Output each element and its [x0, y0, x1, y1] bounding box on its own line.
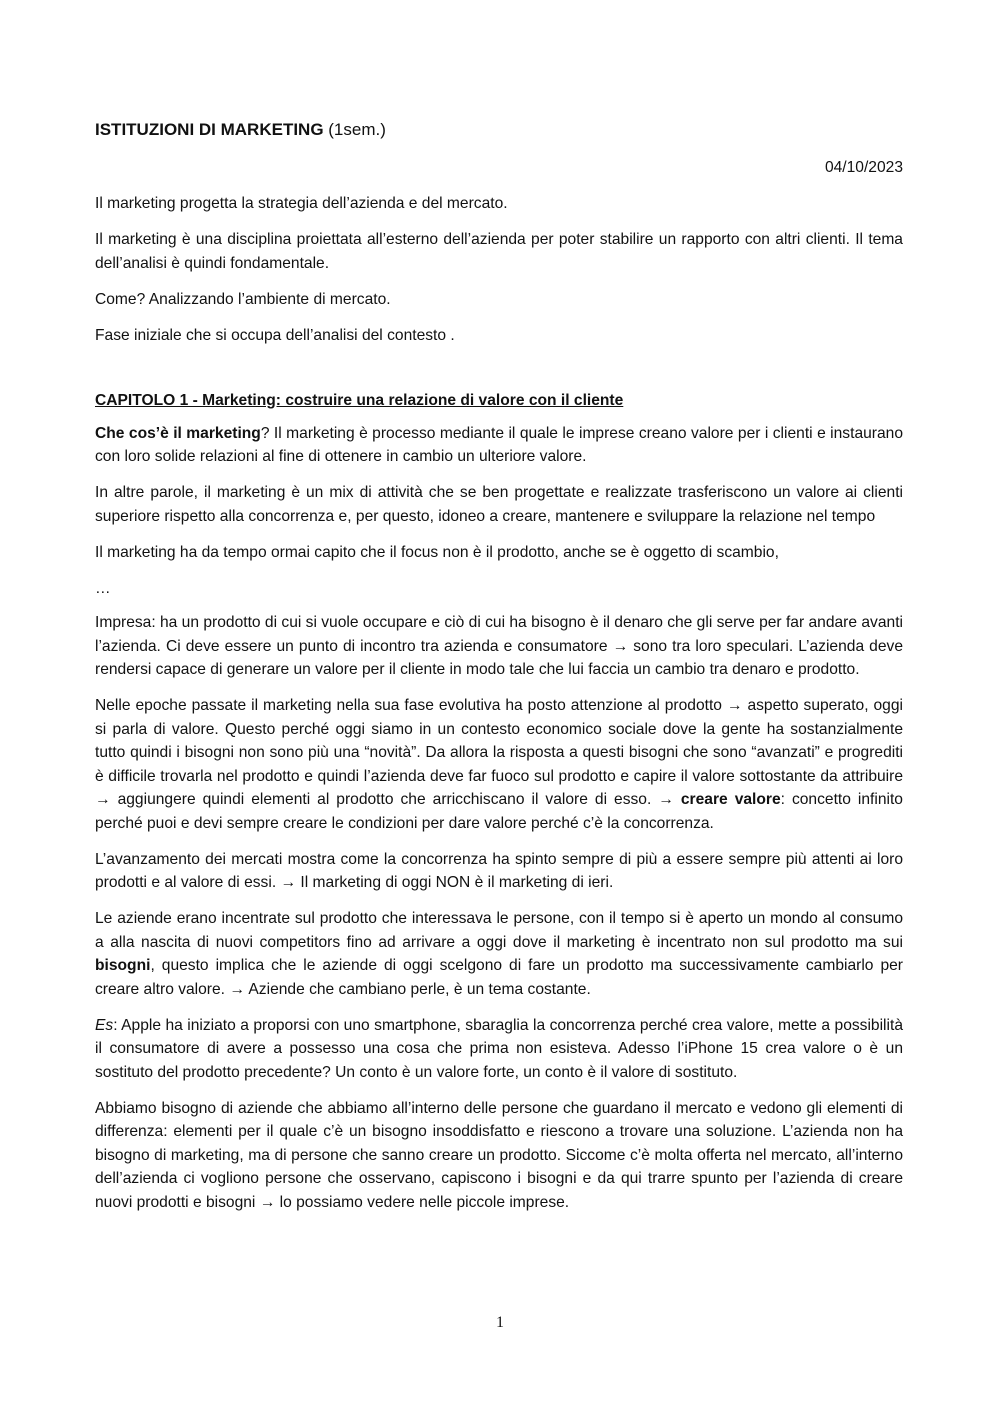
document-date: 04/10/2023	[824, 158, 903, 176]
intro-paragraph-2: Il marketing è una disciplina proiettata all’esterno dell’azienda per poter stabilire un rapporto con altri clienti. Il tema dell’analisi è quindi fondamentale.	[95, 231, 903, 272]
ellipsis: …	[95, 579, 111, 597]
bisogni-bold: bisogni	[95, 957, 151, 974]
document-title	[95, 118, 903, 142]
definition-text: ? Il marketing è processo mediante il quale le imprese creano valore per i clienti e instaurano con loro solide relazioni al fine di ottenere in cambio un ulteriore valore.	[95, 424, 903, 465]
intro-paragraph-4: Fase iniziale che si occupa dell’analisi del contesto .	[95, 326, 455, 344]
epoche-text-b: : concetto infinito perché puoi e devi sempre creare le condizioni per dare valore perché c’è la concorrenza.	[95, 791, 903, 832]
example-paragraph	[95, 1014, 903, 1085]
page-content	[95, 118, 903, 1227]
chapter-heading: CAPITOLO 1 - Marketing: costruire una relazione di valore con il cliente	[95, 392, 624, 409]
aziende-text-b: , questo implica che le aziende di oggi scelgono di fare un prodotto ma successivamente cambiarlo per creare altro valore. → Aziende che cambiano perle, è un tema costante.	[95, 957, 903, 998]
page-number: 1	[496, 1314, 504, 1331]
intro-paragraph-1: Il marketing progetta la strategia dell’azienda e del mercato.	[95, 195, 508, 212]
aziende-text-a: Le aziende erano incentrate sul prodotto che interessava le persone, con il tempo si è aperto un mondo al consumo a alla nascita di nuovi competitors fino ad arrivare a oggi dove il marketing è incentrato non sul prodotto ma sui	[95, 910, 903, 951]
title-suffix: (1sem.)	[323, 120, 386, 139]
title-text: ISTITUZIONI DI MARKETING	[95, 120, 324, 139]
example-label: Es	[95, 1016, 114, 1034]
epoche-text-a: Nelle epoche passate il marketing nella sua fase evolutiva ha posto attenzione al prodotto → aspetto superato, oggi si parla di valore. Questo perché oggi siamo in un contesto economico sociale dove la gente ha sostanzialmente tutto quindi i bisogni non sono più una “novità”. Da allora la risposta a questi bisogni che sono “avanzati” e progrediti è difficile trovarla nel prodotto e quindi l’azienda deve far fuoco sul prodotto e capire il valore sottostante da attribuire → aggiungere quindi elementi al prodotto che arricchiscano il valore di esso. →	[95, 697, 903, 808]
creare-valore-bold: creare valore	[680, 791, 781, 808]
mix-paragraph: In altre parole, il marketing è un mix di attività che se ben progettate e realizzate trasferiscono un valore ai clienti superiore rispetto alla concorrenza e, per questo, idoneo a creare, mantenere e sviluppare la relazione nel tempo	[95, 484, 903, 525]
definition-bold: Che cos’è il marketing	[95, 424, 261, 442]
focus-paragraph: Il marketing ha da tempo ormai capito che il focus non è il prodotto, anche se è oggetto di scambio,	[95, 543, 779, 561]
epoche-paragraph	[95, 694, 903, 835]
persone-paragraph: Abbiamo bisogno di aziende che abbiamo all’interno delle persone che guardano il mercato e vedono gli elementi di differenza: elementi per il quale c’è un bisogno insoddisfatto e riescono a trovare una soluzione. L’azienda non ha bisogno di marketing, ma di persone che sanno creare un prodotto. Siccome c’è molta offerta nel mercato, all’interno dell’azienda ci vogliono persone che osservano, capiscono i bisogni e da qui trarre spunto per l’azienda di creare nuovi prodotti e bisogni → lo possiamo vedere nelle piccole imprese.	[95, 1099, 903, 1211]
example-text: : Apple ha iniziato a proporsi con uno smartphone, sbaraglia la concorrenza perché crea valore, mette a possibilità il consumatore di avere a possesso una cosa che prima non esisteva. Adesso l’iPhone 15 crea valore o è un sostituto del prodotto precedente? Un conto è un valore forte, un conto è il valore di sostituto.	[95, 1016, 903, 1081]
definition-paragraph	[95, 422, 903, 469]
avanzamento-paragraph: L’avanzamento dei mercati mostra come la concorrenza ha spinto sempre di più a essere sempre più attenti ai loro prodotti e al valore di essi. → Il marketing di oggi NON è il marketing di ieri.	[95, 850, 903, 891]
aziende-paragraph	[95, 907, 903, 1001]
intro-paragraph-3: Come? Analizzando l’ambiente di mercato.	[95, 290, 391, 308]
impresa-paragraph: Impresa: ha un prodotto di cui si vuole occupare e ciò di cui ha bisogno è il denaro che gli serve per far andare avanti l’azienda. Ci deve essere un punto di incontro tra azienda e consumatore → sono tra loro speculari. L’azienda deve rendersi capace di generare un valore per il cliente in modo tale che lui faccia un cambio tra denaro e prodotto.	[95, 614, 903, 678]
